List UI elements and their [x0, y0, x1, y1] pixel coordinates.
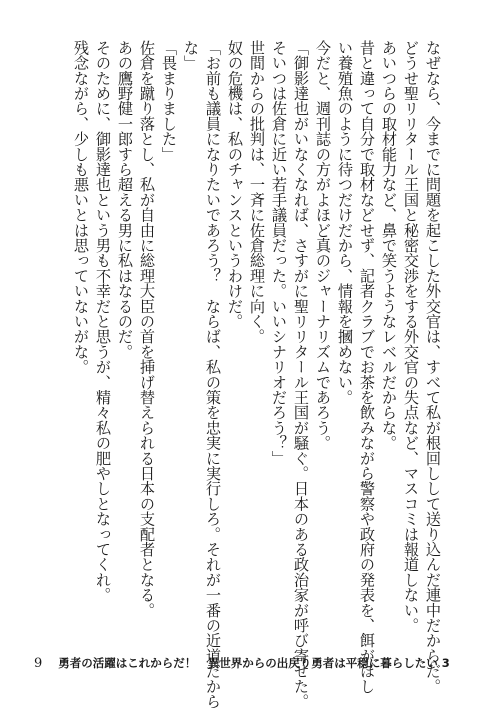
- text-line: なぜなら、今までに問題を起こした外交官は、すべて私が根回しして送り込んだ連中だからだ。: [424, 40, 442, 694]
- text-line: どうせ聖リリタール王国と秘密交渉をする外交官の失点など、マスコミは報道しない。: [402, 40, 420, 633]
- page-number: 9: [34, 656, 43, 671]
- text-line: い養殖魚のように待つだけだから、情報を摑めない。: [336, 40, 354, 405]
- text-line: 佐倉を蹴り落とし、私が自由に総理大臣の首を挿げ替えられる日本の支配者となる。: [138, 40, 156, 618]
- text-line: そいつは佐倉に近い若手議員だった。いいシナリオだろう？」: [270, 40, 288, 466]
- book-title: 勇者の活躍はこれからだ！ 異世界からの出戻り勇者は平穏に暮らしたい 3: [58, 656, 450, 670]
- text-line: 世間からの批判は、一斉に佐倉総理に向く。: [248, 40, 266, 344]
- text-line: 昔と違って自分で取材などせず、記者クラブでお茶を飲みながら警察や政府の発表を、餌がほし: [358, 40, 376, 694]
- text-line: 「お前も議員になりたいであろう？ ならば、私の策を忠実に実行しろ。それが一番の近道だから: [204, 40, 222, 709]
- text-line: な」: [182, 40, 200, 71]
- text-line: そのために、御影達也という男も不幸だと思うが、精々私の肥やしとなってくれ。: [94, 40, 112, 603]
- text-line: 残念ながら、少しも悪いとは思っていないがな。: [72, 40, 90, 375]
- text-line: 「畏まりました」: [160, 40, 178, 162]
- text-line: あいつらの取材能力など、鼻で笑うようなレベルだからな。: [380, 40, 398, 451]
- page-footer: [34, 655, 450, 671]
- text-line: 奴の危機は、私のチャンスというわけだ。: [226, 40, 244, 329]
- text-line: 「御影達也がいなくなれば、さすがに聖リリタール王国が騒ぐ。日本のある政治家が呼び寄せた。: [292, 40, 310, 709]
- text-line: あの鷹野健一郎すら超える男に私はなるのだ。: [116, 40, 134, 360]
- text-line: 今だと、週刊誌の方がよほど真のジャーナリズムであろう。: [314, 40, 332, 451]
